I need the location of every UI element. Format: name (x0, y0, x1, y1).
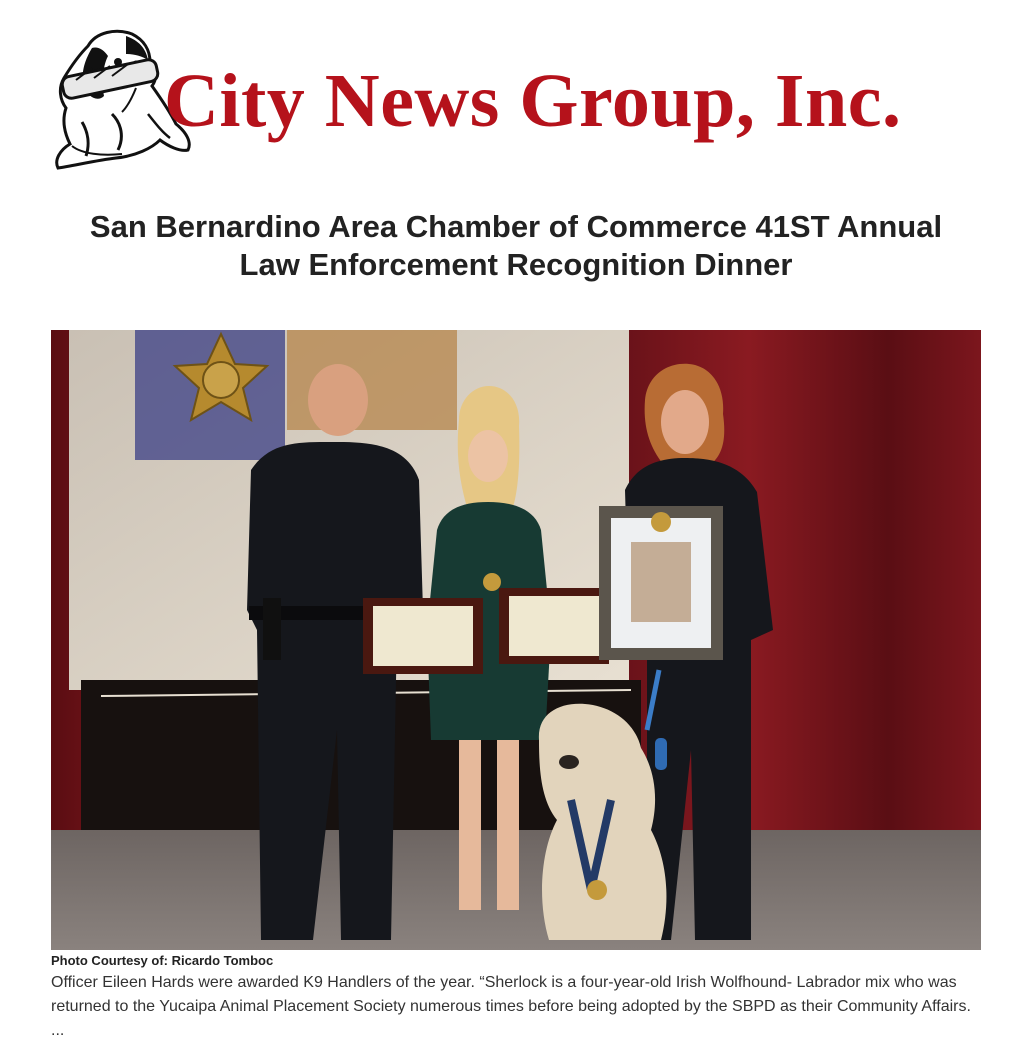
caption-text: Officer Eileen Hards were awarded K9 Handlers of the year. “Sherlock is a four-year-old Irish Wolfhound- Labrador mix who was returned to the Yucaipa Animal Placement Society numerous times before being adopted by the SBPD as their Community Affairs. (51, 974, 971, 1015)
award-ceremony-photo (51, 330, 981, 950)
photo-credit: Photo Courtesy of: Ricardo Tomboc (51, 953, 274, 968)
brand-name: City News Group, Inc. (164, 59, 902, 143)
photo-caption (51, 971, 986, 1043)
headline-line-2: Law Enforcement Recognition Dinner (239, 247, 793, 282)
read-more-ellipsis[interactable]: ... (51, 1022, 65, 1039)
headline-line-1: San Bernardino Area Chamber of Commerce 41ST Annual (89, 209, 943, 244)
article-photo (51, 330, 981, 950)
masthead (52, 28, 982, 176)
article-headline (40, 208, 992, 284)
